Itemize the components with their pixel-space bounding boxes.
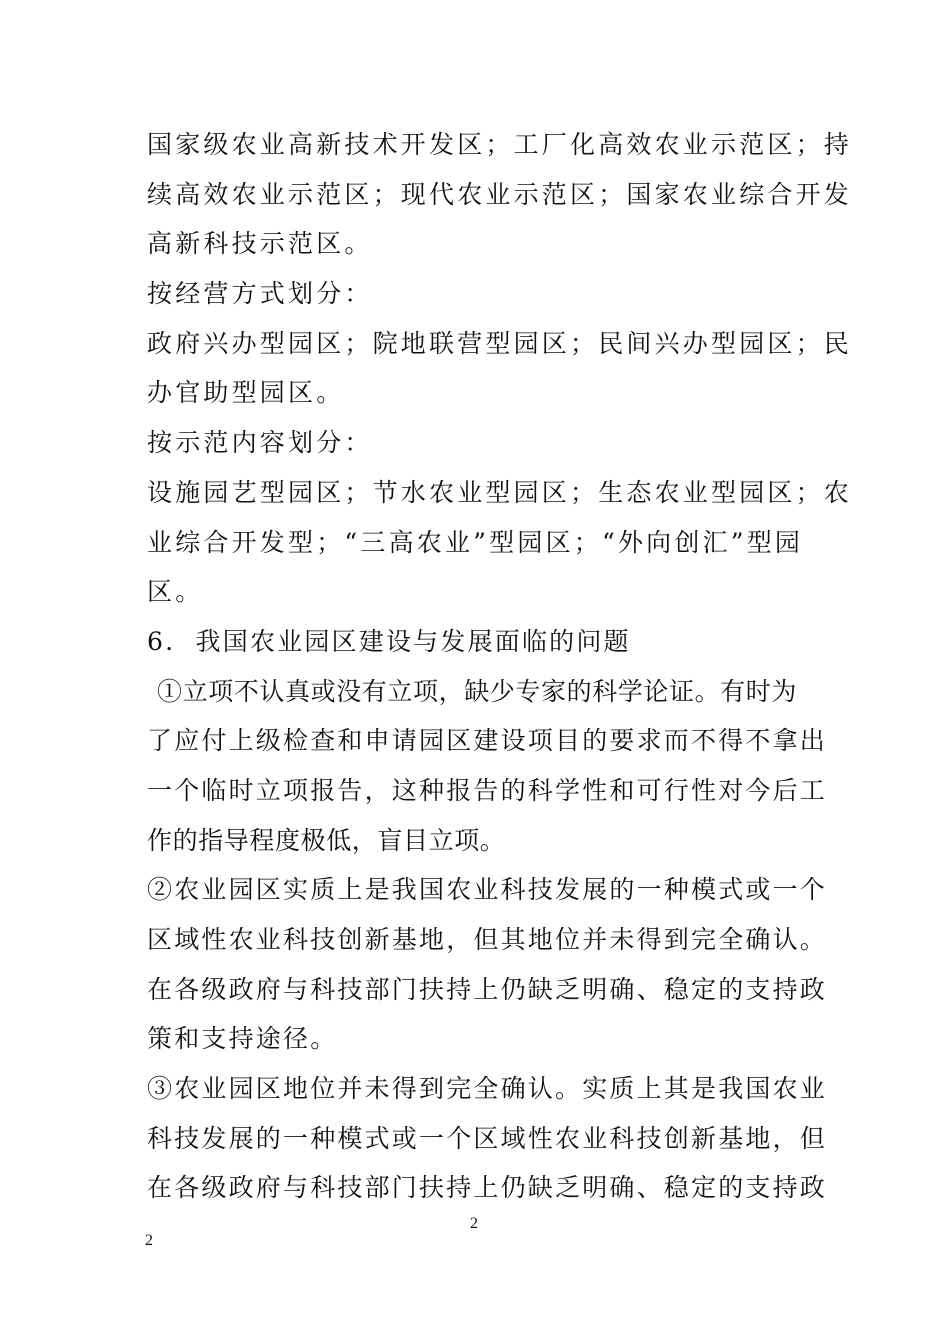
text-line: 了应付上级检查和申请园区建设项目的要求而不得不拿出 bbox=[147, 726, 828, 756]
text-line: 区。 bbox=[147, 577, 204, 607]
page-number-center: 2 bbox=[470, 1215, 478, 1232]
text-line: 科技发展的一种模式或一个区域性农业科技创新基地，但 bbox=[147, 1123, 828, 1153]
text-line: 在各级政府与科技部门扶持上仍缺乏明确、稳定的支持政 bbox=[147, 1173, 828, 1203]
page-number-left: 2 bbox=[145, 1232, 153, 1249]
section-heading: 6. 我国农业园区建设与发展面临的问题 bbox=[147, 626, 631, 656]
text-line: 在各级政府与科技部门扶持上仍缺乏明确、稳定的支持政 bbox=[147, 974, 828, 1004]
text-line: ①立项不认真或没有立项，缺少专家的科学论证。有时为 bbox=[157, 676, 798, 706]
text-line: 按示范内容划分： bbox=[147, 428, 373, 458]
text-line: 业综合开发型；“三高农业”型园区；“外向创汇”型园 bbox=[147, 527, 804, 557]
text-line: ②农业园区实质上是我国农业科技发展的一种模式或一个 bbox=[147, 875, 828, 905]
text-line: 策和支持途径。 bbox=[147, 1024, 338, 1054]
text-line: ③农业园区地位并未得到完全确认。实质上其是我国农业 bbox=[147, 1074, 828, 1104]
text-line: 设施园艺型园区；节水农业型园区；生态农业型园区；农 bbox=[147, 477, 853, 507]
text-line: 国家级农业高新技术开发区；工厂化高效农业示范区；持 bbox=[147, 130, 853, 159]
text-line: 按经营方式划分： bbox=[147, 279, 373, 309]
text-line: 高新科技示范区。 bbox=[147, 229, 373, 259]
text-line: 办官助型园区。 bbox=[147, 378, 345, 408]
text-line: 续高效农业示范区；现代农业示范区；国家农业综合开发 bbox=[147, 179, 853, 209]
text-line: 作的指导程度极低，盲目立项。 bbox=[147, 825, 506, 855]
text-line: 政府兴办型园区；院地联营型园区；民间兴办型园区；民 bbox=[147, 328, 853, 358]
text-line: 区域性农业科技创新基地，但其地位并未得到完全确认。 bbox=[147, 925, 828, 954]
document-body bbox=[147, 120, 853, 1213]
text-line: 一个临时立项报告，这种报告的科学性和可行性对今后工 bbox=[147, 775, 828, 805]
